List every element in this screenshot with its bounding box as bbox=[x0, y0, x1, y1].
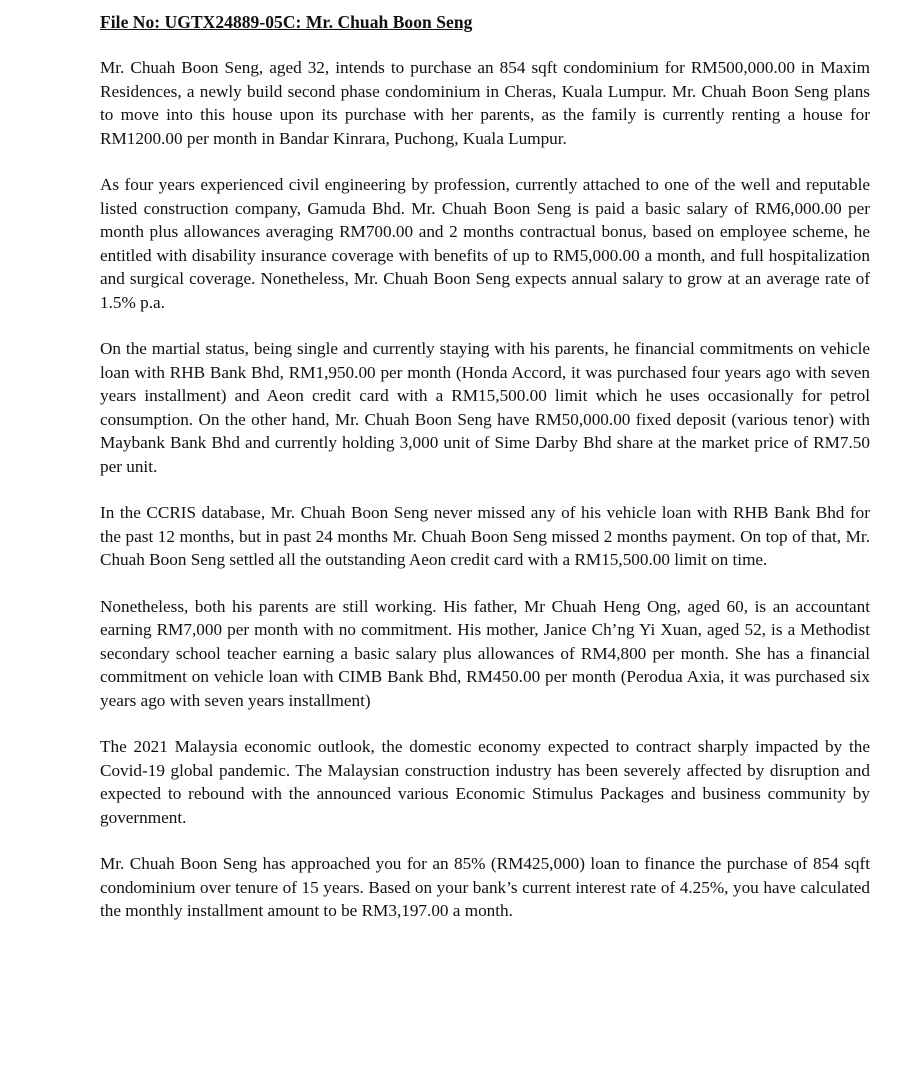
document-page bbox=[100, 10, 870, 946]
paragraph-commitments: On the martial status, being single and currently staying with his parents, he financial commitments on vehicle loan with RHB Bank Bhd, RM1,950.00 per month (Honda Accord, it was purchased four years ago with seven years installment) and Aeon credit card with a RM15,500.00 limit which he uses occasionally for petrol consumption. On the other hand, Mr. Chuah Boon Seng have RM50,000.00 fixed deposit (various tenor) with Maybank Bank Bhd and currently holding 3,000 unit of Sime Darby Bhd share at the market price of RM7.50 per unit. bbox=[100, 339, 870, 476]
paragraph-economic-outlook: The 2021 Malaysia economic outlook, the domestic economy expected to contract sharply impacted by the Covid-19 global pandemic. The Malaysian construction industry has been severely affected by disruption and expected to rebound with the announced various Economic Stimulus Packages and business community by government. bbox=[100, 737, 870, 827]
paragraph-loan-request: Mr. Chuah Boon Seng has approached you for an 85% (RM425,000) loan to finance the purchase of 854 sqft condominium over tenure of 15 years. Based on your bank’s current interest rate of 4.25%, you have calculated the monthly installment amount to be RM3,197.00 a month. bbox=[100, 854, 870, 920]
paragraph-employment: As four years experienced civil engineering by profession, currently attached to one of the well and reputable listed construction company, Gamuda Bhd. Mr. Chuah Boon Seng is paid a basic salary of RM6,000.00 per month plus allowances averaging RM700.00 and 2 months contractual bonus, based on employee scheme, he entitled with disability insurance coverage with benefits of up to RM5,000.00 a month, and full hospitalization and surgical coverage. Nonetheless, Mr. Chuah Boon Seng expects annual salary to grow at an average rate of 1.5% p.a. bbox=[100, 175, 870, 312]
file-title: File No: UGTX24889-05C: Mr. Chuah Boon Seng bbox=[100, 12, 473, 32]
paragraph-purchase-intent: Mr. Chuah Boon Seng, aged 32, intends to purchase an 854 sqft condominium for RM500,000.00 in Maxim Residences, a newly build second phase condominium in Cheras, Kuala Lumpur. Mr. Chuah Boon Seng plans to move into this house upon its purchase with her parents, as the family is currently renting a house for RM1200.00 per month in Bandar Kinrara, Puchong, Kuala Lumpur. bbox=[100, 58, 870, 148]
paragraph-ccris: In the CCRIS database, Mr. Chuah Boon Seng never missed any of his vehicle loan with RHB Bank Bhd for the past 12 months, but in past 24 months Mr. Chuah Boon Seng missed 2 months payment. On top of that, Mr. Chuah Boon Seng settled all the outstanding Aeon credit card with a RM15,500.00 limit on time. bbox=[100, 503, 870, 569]
paragraph-parents: Nonetheless, both his parents are still working. His father, Mr Chuah Heng Ong, aged 60, is an accountant earning RM7,000 per month with no commitment. His mother, Janice Ch’ng Yi Xuan, aged 52, is a Methodist secondary school teacher earning a basic salary plus allowances of RM4,800 per month. She has a financial commitment on vehicle loan with CIMB Bank Bhd, RM450.00 per month (Perodua Axia, it was purchased six years ago with seven years installment) bbox=[100, 596, 870, 710]
